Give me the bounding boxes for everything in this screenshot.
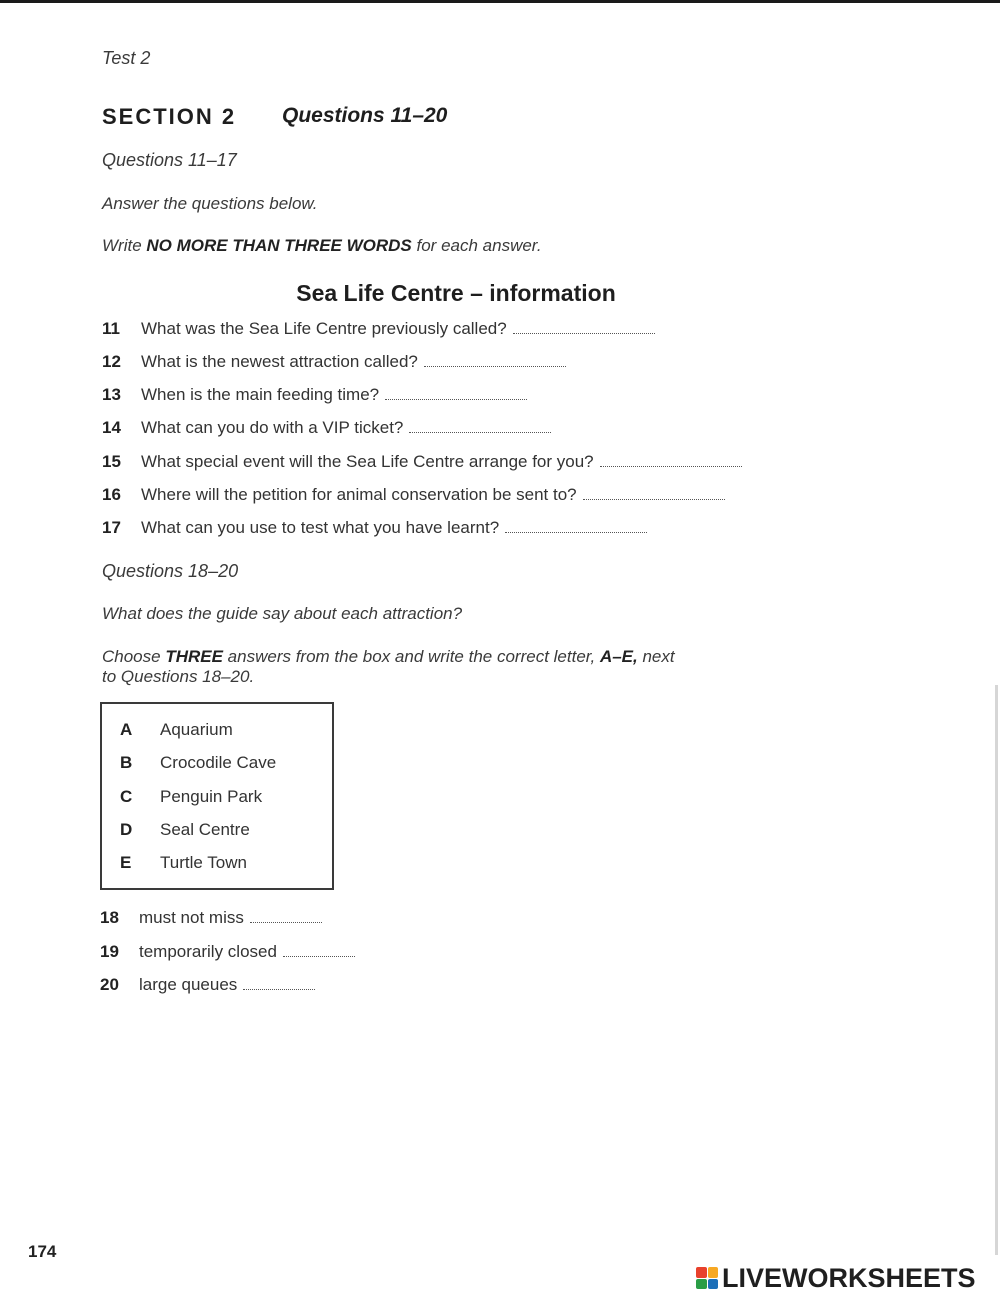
- question-number: 11: [102, 319, 120, 338]
- instr-a: Choose: [102, 647, 166, 666]
- answer-blank[interactable]: [243, 988, 315, 990]
- question-number: 14: [102, 418, 121, 437]
- question-number: 17: [102, 518, 121, 537]
- match-item: [100, 975, 315, 995]
- section-title: SECTION 2: [102, 104, 237, 129]
- liveworksheets-logo[interactable]: [696, 1262, 976, 1294]
- answer-blank[interactable]: [424, 365, 566, 367]
- option-letter: E: [120, 853, 132, 872]
- question-text: What can you use to test what you have learnt?: [141, 518, 500, 537]
- part2-question-prompt: What does the guide say about each attraction?: [102, 604, 463, 623]
- option-row: [120, 753, 276, 773]
- answer-blank[interactable]: [505, 531, 647, 533]
- instr-b: THREE: [165, 647, 223, 666]
- instr-d: A–E,: [599, 647, 638, 666]
- option-letter: D: [120, 820, 133, 839]
- question-row: [102, 319, 655, 339]
- part2-instruction-line2: to Questions 18–20.: [102, 667, 255, 686]
- options-box: [100, 702, 334, 890]
- match-text: large queues: [139, 975, 238, 994]
- option-text: Aquarium: [160, 720, 233, 739]
- question-number: 12: [102, 352, 121, 371]
- question-text: What can you do with a VIP ticket?: [141, 418, 404, 437]
- match-item: [100, 908, 322, 928]
- question-row: [102, 352, 566, 372]
- part2-instruction-line1: [102, 647, 675, 667]
- part1-subheading: Questions 11–17: [102, 150, 237, 170]
- option-row: [120, 787, 262, 807]
- question-row: [102, 418, 551, 438]
- question-row: [102, 518, 647, 538]
- word-limit-prefix: Write: [102, 236, 147, 255]
- question-row: [102, 452, 742, 472]
- answer-blank[interactable]: [385, 398, 527, 400]
- test-label: Test 2: [102, 48, 151, 68]
- word-limit-suffix: for each answer.: [411, 236, 542, 255]
- match-text: must not miss: [139, 908, 244, 927]
- option-row: [120, 853, 247, 873]
- part2-subheading: Questions 18–20: [102, 561, 239, 581]
- question-number: 13: [102, 385, 121, 404]
- question-row: [102, 485, 725, 505]
- answer-blank[interactable]: [513, 332, 655, 334]
- page-number: 174: [28, 1242, 57, 1261]
- option-letter: C: [120, 787, 133, 806]
- match-text: temporarily closed: [139, 942, 277, 961]
- word-limit-bold: NO MORE THAN THREE WORDS: [146, 236, 412, 255]
- instr-c: answers from the box and write the correct letter,: [222, 647, 600, 666]
- scan-edge: [995, 685, 998, 1255]
- match-number: 18: [100, 908, 119, 927]
- logo-icon: [696, 1267, 718, 1289]
- match-item: [100, 942, 355, 962]
- option-text: Turtle Town: [160, 853, 247, 872]
- option-row: [120, 720, 233, 740]
- option-text: Seal Centre: [160, 820, 250, 839]
- match-number: 19: [100, 942, 119, 961]
- question-text: What was the Sea Life Centre previously called?: [141, 319, 507, 338]
- question-number: 16: [102, 485, 121, 504]
- section-questions-range: Questions 11–20: [282, 104, 448, 127]
- question-number: 15: [102, 452, 121, 471]
- answer-blank[interactable]: [600, 465, 742, 467]
- part1-instruction: Answer the questions below.: [102, 194, 318, 213]
- answer-blank[interactable]: [583, 498, 725, 500]
- instr-e: next: [637, 647, 675, 666]
- option-row: [120, 820, 250, 840]
- part1-word-limit: [102, 236, 542, 256]
- match-number: 20: [100, 975, 119, 994]
- question-row: [102, 385, 527, 405]
- question-text: What special event will the Sea Life Centre arrange for you?: [141, 452, 594, 471]
- question-text: What is the newest attraction called?: [141, 352, 418, 371]
- question-text: Where will the petition for animal conservation be sent to?: [141, 485, 577, 504]
- question-text: When is the main feeding time?: [141, 385, 380, 404]
- option-letter: B: [120, 753, 133, 772]
- option-letter: A: [120, 720, 133, 739]
- answer-blank[interactable]: [409, 431, 551, 433]
- logo-text: LIVEWORKSHEETS: [722, 1262, 976, 1293]
- answer-blank[interactable]: [250, 921, 322, 923]
- answer-blank[interactable]: [283, 955, 355, 957]
- page-heading: Sea Life Centre – information: [296, 280, 616, 306]
- top-border: [0, 0, 1000, 3]
- option-text: Penguin Park: [160, 787, 263, 806]
- option-text: Crocodile Cave: [160, 753, 277, 772]
